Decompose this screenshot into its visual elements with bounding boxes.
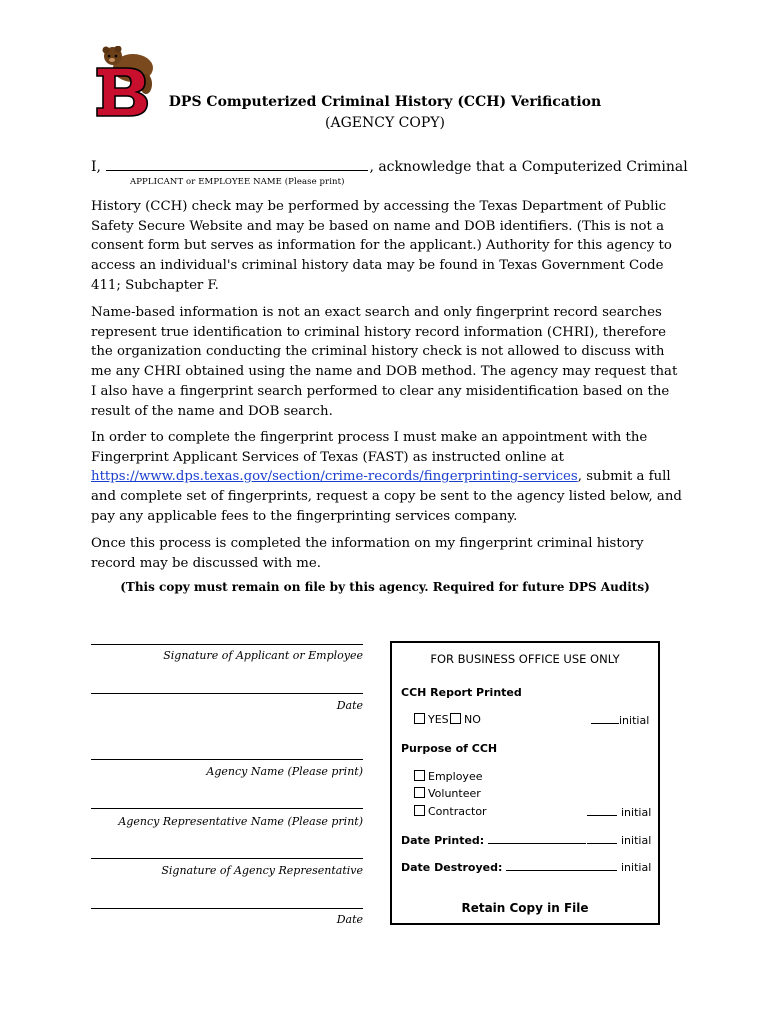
agency-name-label: Agency Name (Please print) — [206, 765, 363, 778]
ack-suffix: , acknowledge that a Computerized Criminal — [369, 159, 688, 175]
paragraph-fingerprint-process — [91, 428, 686, 527]
date-printed-initial-field[interactable] — [587, 833, 617, 844]
date-printed — [401, 833, 586, 847]
agency-date-line[interactable] — [91, 908, 363, 909]
no-option[interactable] — [450, 713, 481, 726]
paragraph-name-based: Name-based information is not an exact search and only fingerprint record searches represent true identification to criminal history record information (CHRI), therefore the organization conducting the criminal history check is not allowed to discuss with me any CHRI obtained using the name and DOB method. The agency may request that I also have a fingerprint search performed to clear any misidentification based on the result of the name and DOB search. — [91, 305, 678, 419]
paragraph-cch-check: History (CCH) check may be performed by accessing the Texas Department of Public Safety Secure Website and may be based on name and DOB identifiers. (This is not a consent form but serves as information for the applicant.) Authority for this agency to access an individual's criminal history data may be found in Texas Government Code 411; Subchapter F. — [91, 199, 672, 293]
audit-notice: (This copy must remain on file by this agency. Required for future DPS Audits) — [120, 580, 650, 594]
cch-printed-initial-field[interactable] — [591, 713, 619, 724]
date-destroyed-label: Date Destroyed: — [401, 861, 503, 874]
p3-text-after: , submit a full and complete set of fingerprints, request a copy be sent to the agency listed below, and pay any applicable fees to the fingerprinting services company. — [91, 469, 682, 524]
purpose-initial-field[interactable] — [587, 805, 617, 816]
purpose-initial — [587, 805, 651, 819]
business-office-box — [390, 641, 660, 925]
applicant-date-line[interactable] — [91, 693, 363, 694]
volunteer-option[interactable] — [414, 787, 481, 800]
date-destroyed-field[interactable] — [506, 860, 588, 871]
fingerprinting-services-link[interactable]: https://www.dps.texas.gov/section/crime-records/fingerprinting-services — [91, 469, 578, 485]
cch-printed-label: CCH Report Printed — [401, 686, 522, 699]
contractor-checkbox[interactable] — [414, 805, 425, 816]
agency-rep-signature-line[interactable] — [91, 858, 363, 859]
initial-label: initial — [621, 834, 652, 847]
p3-text-before: In order to complete the fingerprint process I must make an appointment with the Fingerprint Applicant Services of Texas (FAST) as instructed online at — [91, 430, 648, 465]
contractor-label: Contractor — [428, 805, 487, 818]
date-destroyed-initial — [587, 860, 651, 874]
volunteer-checkbox[interactable] — [414, 787, 425, 798]
applicant-name-field[interactable] — [106, 156, 368, 171]
employee-checkbox[interactable] — [414, 770, 425, 781]
cch-printed-initial — [591, 713, 649, 727]
yes-checkbox[interactable] — [414, 713, 425, 724]
initial-label: initial — [619, 714, 650, 727]
date-printed-initial — [587, 833, 651, 847]
applicant-name-label: APPLICANT or EMPLOYEE NAME (Please print) — [130, 177, 345, 187]
paragraph-completion: Once this process is completed the information on my fingerprint criminal history record may be discussed with me. — [91, 536, 644, 571]
applicant-signature-line[interactable] — [91, 644, 363, 645]
volunteer-label: Volunteer — [428, 787, 481, 800]
no-label: NO — [464, 713, 481, 726]
initial-label: initial — [621, 806, 652, 819]
date-destroyed — [401, 860, 588, 874]
date-destroyed-initial-field[interactable] — [587, 860, 617, 871]
ack-prefix: I, — [91, 159, 101, 175]
no-checkbox[interactable] — [450, 713, 461, 724]
document-title: DPS Computerized Criminal History (CCH) Verification — [168, 94, 602, 110]
employee-option[interactable] — [414, 770, 482, 783]
retain-copy-label: Retain Copy in File — [461, 901, 589, 915]
applicant-signature-label: Signature of Applicant or Employee — [163, 649, 363, 662]
employee-label: Employee — [428, 770, 483, 783]
agency-date-label: Date — [336, 913, 363, 926]
yes-option[interactable] — [414, 713, 449, 726]
agency-rep-name-label: Agency Representative Name (Please print) — [118, 815, 363, 828]
purpose-label: Purpose of CCH — [401, 742, 498, 755]
agency-name-line[interactable] — [91, 759, 363, 760]
agency-rep-signature-label: Signature of Agency Representative — [161, 864, 363, 877]
office-box-title: FOR BUSINESS OFFICE USE ONLY — [430, 652, 620, 666]
document-subtitle: (AGENCY COPY) — [325, 115, 445, 131]
yes-label: YES — [428, 713, 449, 726]
agency-rep-name-line[interactable] — [91, 808, 363, 809]
contractor-option[interactable] — [414, 805, 487, 818]
initial-label: initial — [621, 861, 652, 874]
date-printed-field[interactable] — [488, 833, 586, 844]
applicant-date-label: Date — [336, 699, 363, 712]
acknowledgement-line — [91, 156, 688, 175]
date-printed-label: Date Printed: — [401, 834, 485, 847]
